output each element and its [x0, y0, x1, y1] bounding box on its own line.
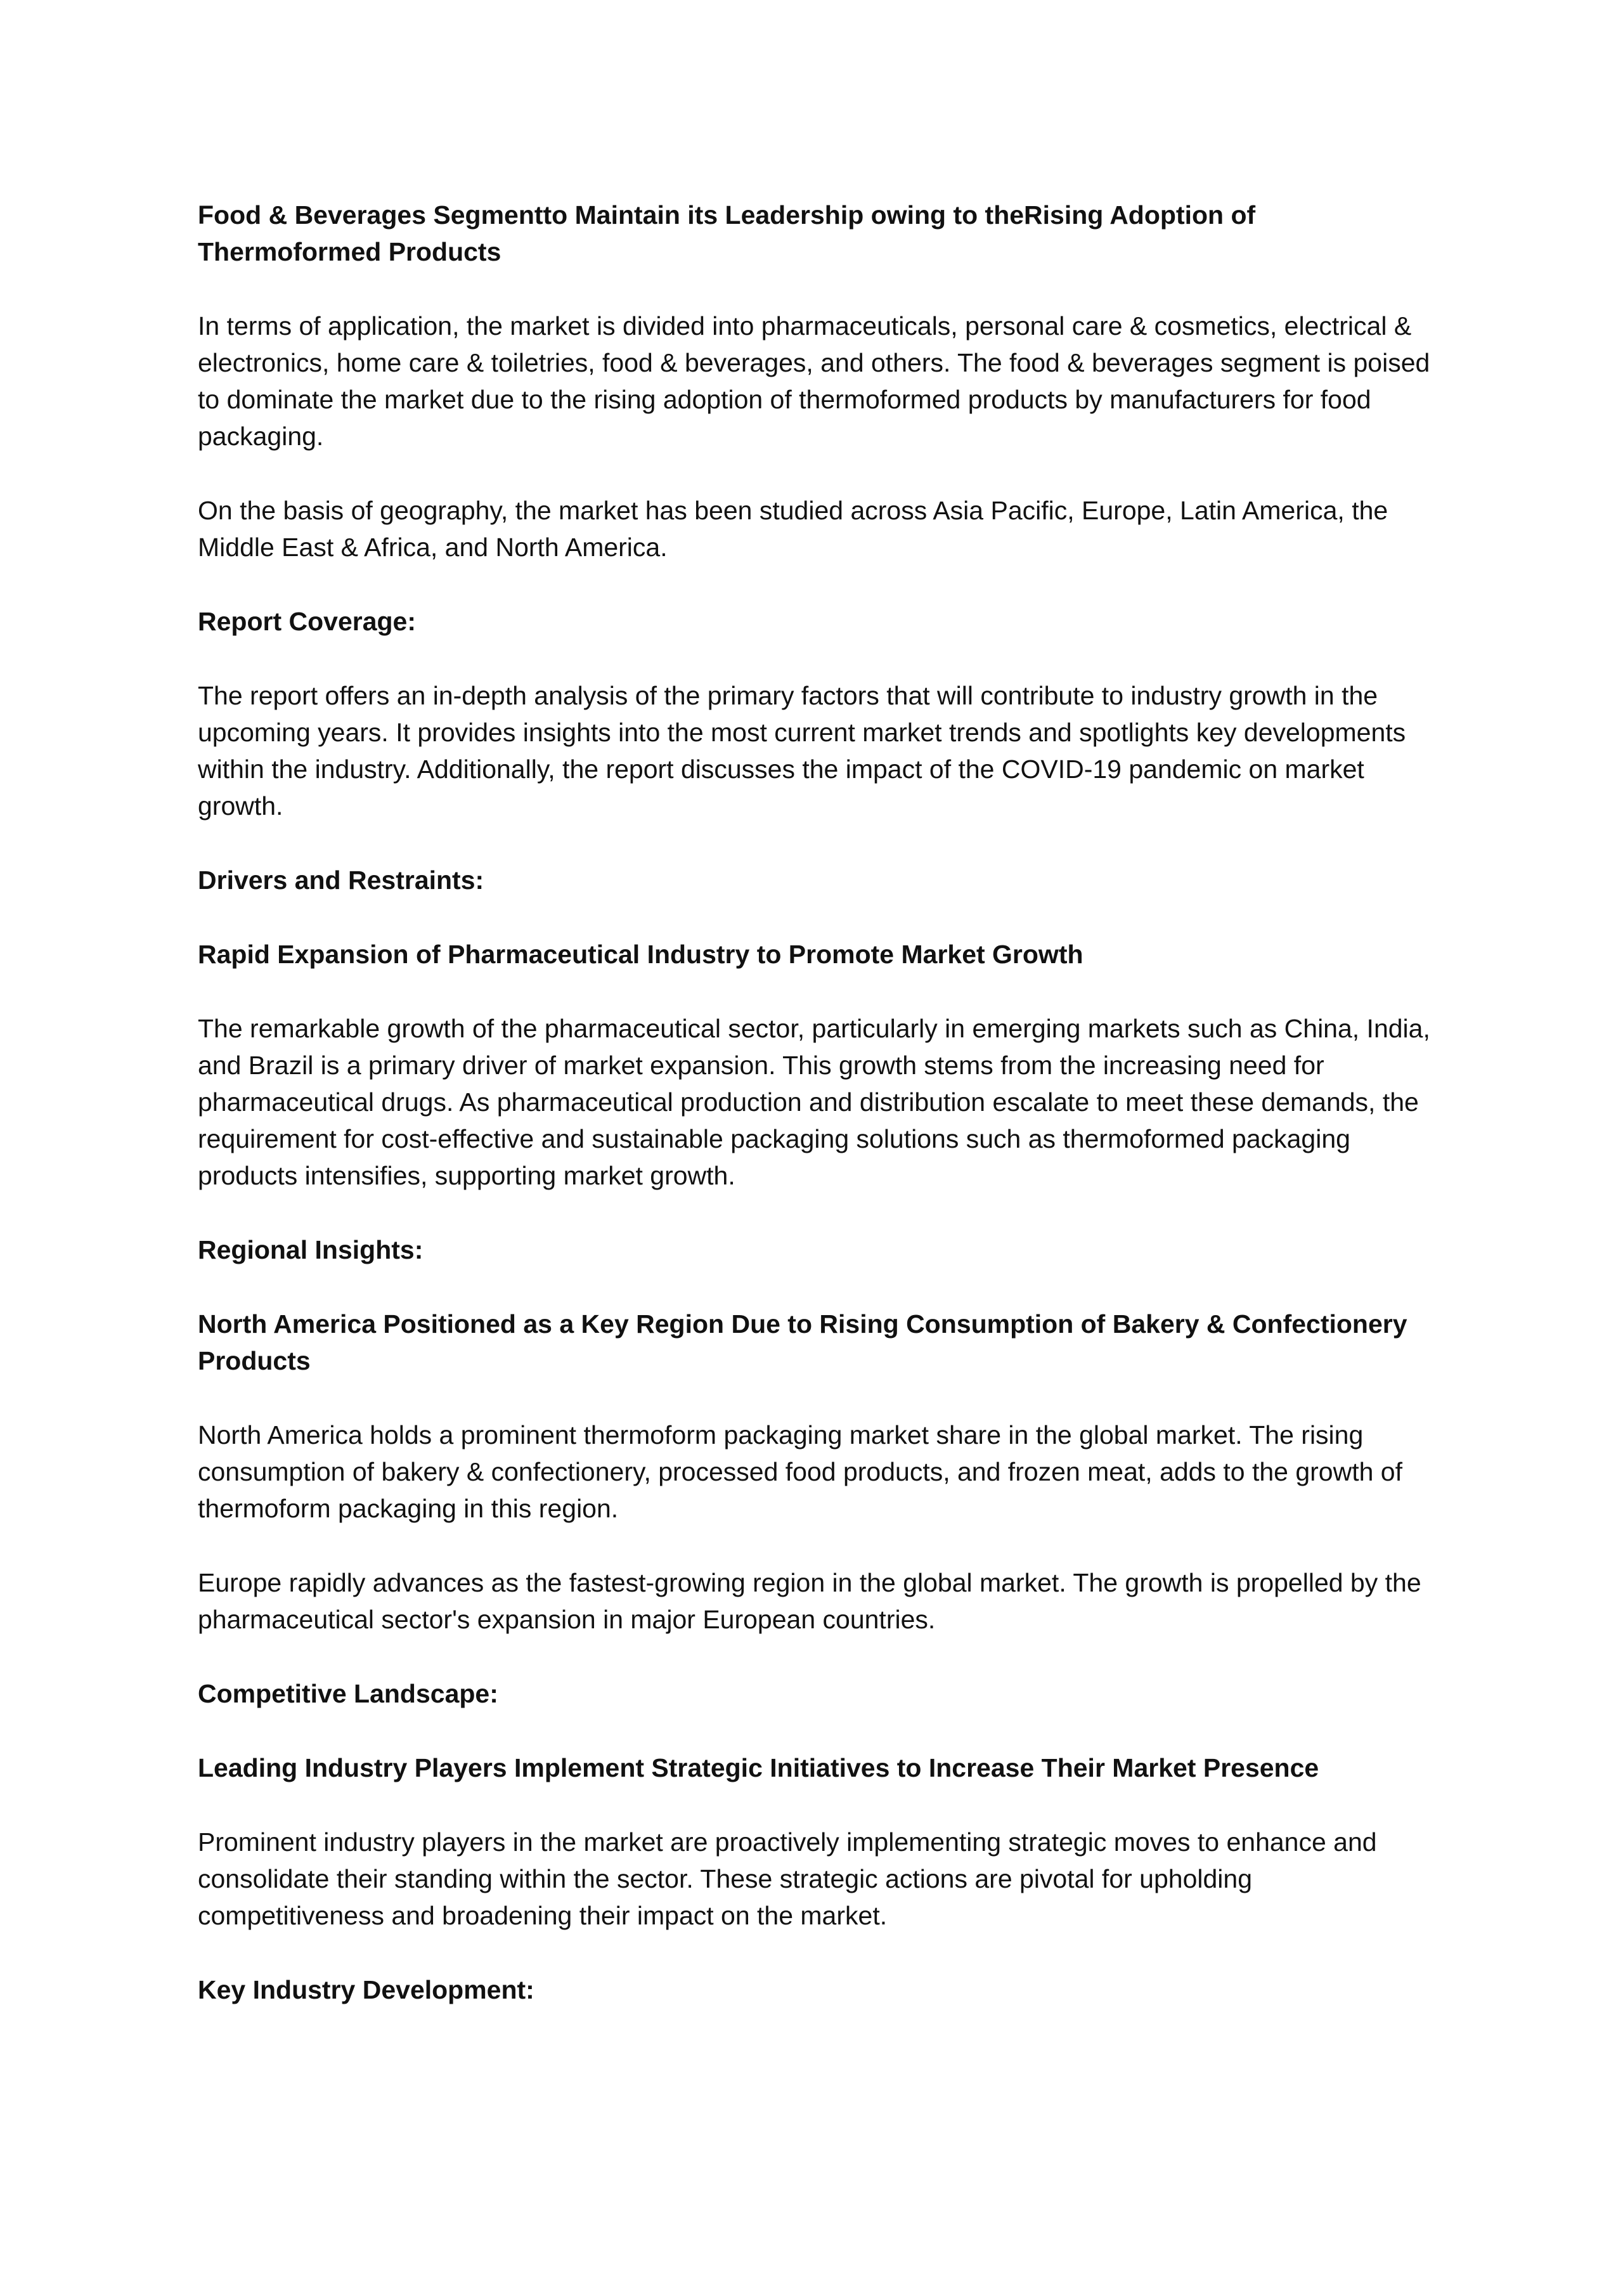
- paragraph-europe: Europe rapidly advances as the fastest-growing region in the global market. The growth is propelled by the pharmaceutical sector's expansion in major European countries.: [198, 1568, 1421, 1634]
- section-heading-key-industry-development: Key Industry Development:: [198, 1975, 534, 2004]
- section-heading-regional-insights: Regional Insights:: [198, 1235, 424, 1264]
- section-heading-competitive-landscape: Competitive Landscape:: [198, 1679, 498, 1708]
- subheading-pharma-expansion: Rapid Expansion of Pharmaceutical Industry to Promote Market Growth: [198, 940, 1083, 969]
- subheading-north-america: North America Positioned as a Key Region Due to Rising Consumption of Bakery & Confectionery Products: [198, 1309, 1407, 1375]
- section-heading-food-beverages: Food & Beverages Segmentto Maintain its Leadership owing to theRising Adoption of Thermoformed Products: [198, 200, 1256, 266]
- paragraph-geography: On the basis of geography, the market has been studied across Asia Pacific, Europe, Latin America, the Middle East & Africa, and North America.: [198, 496, 1388, 562]
- paragraph-industry-players: Prominent industry players in the market are proactively implementing strategic moves to enhance and consolidate their standing within the sector. These strategic actions are pivotal for upholding competitiveness and broadening their impact on the market.: [198, 1827, 1377, 1930]
- section-heading-report-coverage: Report Coverage:: [198, 607, 417, 636]
- subheading-strategic-initiatives: Leading Industry Players Implement Strategic Initiatives to Increase Their Market Presence: [198, 1753, 1319, 1782]
- paragraph-pharma-growth: The remarkable growth of the pharmaceutical sector, particularly in emerging markets such as China, India, and Brazil is a primary driver of market expansion. This growth stems from the increasing need for pharmaceutical drugs. As pharmaceutical production and distribution escalate to meet these demands, the requirement for cost-effective and sustainable packaging solutions such as thermoformed packaging products intensifies, supporting market growth.: [198, 1014, 1430, 1190]
- document-body: [198, 197, 1440, 2008]
- paragraph-report-coverage: The report offers an in-depth analysis of the primary factors that will contribute to industry growth in the upcoming years. It provides insights into the most current market trends and spotlights key developments within the industry. Additionally, the report discusses the impact of the COVID-19 pandemic on market growth.: [198, 681, 1406, 820]
- section-heading-drivers-restraints: Drivers and Restraints:: [198, 866, 484, 895]
- paragraph-north-america: North America holds a prominent thermoform packaging market share in the global market. The rising consumption of bakery & confectionery, processed food products, and frozen meat, adds to the growth of thermoform packaging in this region.: [198, 1420, 1402, 1523]
- paragraph-application: In terms of application, the market is divided into pharmaceuticals, personal care & cosmetics, electrical & electronics, home care & toiletries, food & beverages, and others. The food & beverages segment is poised to dominate the market due to the rising adoption of thermoformed products by manufacturers for food packaging.: [198, 311, 1430, 451]
